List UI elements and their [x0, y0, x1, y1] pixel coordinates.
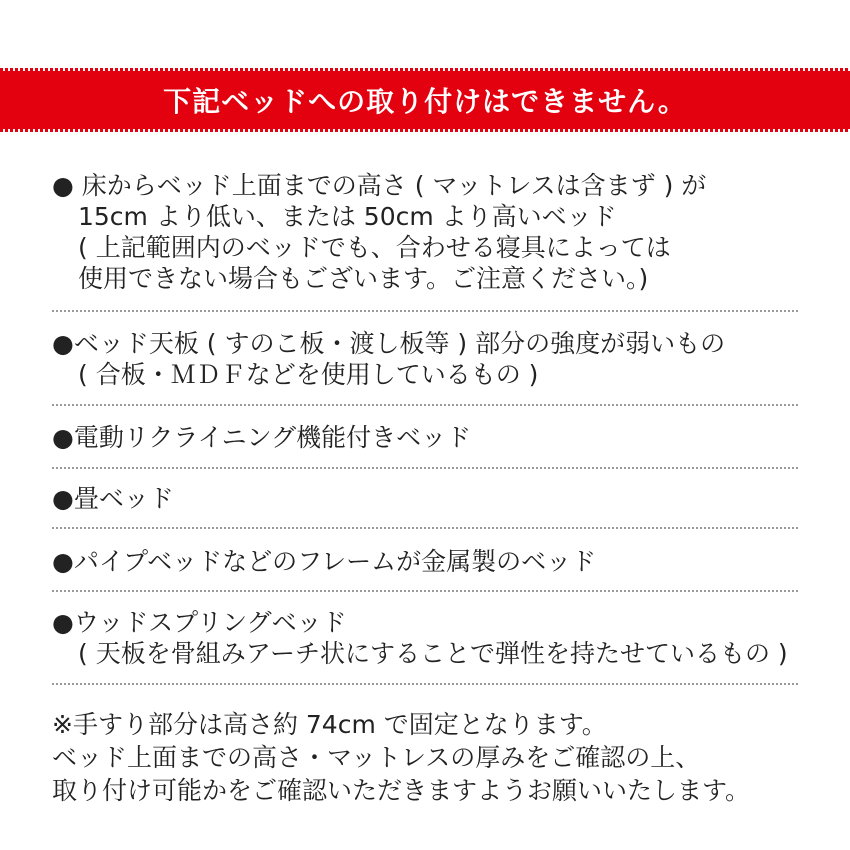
dotted-divider: [52, 683, 798, 685]
height-note: [52, 708, 750, 807]
list-item-metal-frame: [52, 529, 798, 590]
item-line: ●畳ベッド: [52, 484, 174, 513]
note-line: 取り付け可能かをご確認いただきますようお願いいたします。: [52, 776, 751, 805]
list-item-board-strength: [52, 312, 798, 404]
banner-title: 下記ベッドへの取り付けはできません。: [163, 85, 687, 118]
item-line: ●パイプベッドなどのフレームが金属製のベッド: [52, 547, 597, 576]
item-line: ( 合板・ＭＤＦなどを使用しているもの ): [78, 360, 539, 389]
item-line: ( 上記範囲内のベッドでも、合わせる寝具によっては: [78, 233, 671, 262]
list-item-tatami: [52, 469, 798, 527]
note-line: ベッド上面までの高さ・マットレスの厚みをご確認の上、: [52, 743, 701, 772]
item-line: ●電動リクライニング機能付きベッド: [52, 423, 472, 452]
list-item-wood-spring: [52, 592, 798, 683]
note-line: ※手すり部分は高さ約 74cm で固定となります。: [52, 710, 607, 739]
item-line: 使用できない場合もございます。ご注意ください。): [78, 264, 649, 293]
item-line: ●ウッドスプリングベッド: [52, 608, 347, 637]
item-line: 15cm より低い、または 50cm より高いベッド: [78, 202, 617, 231]
restriction-list: [52, 170, 798, 685]
item-line: ●ベッド天板 ( すのこ板・渡し板等 ) 部分の強度が弱いもの: [52, 329, 726, 358]
item-line: ● 床からベッド上面までの高さ ( マットレスは含まず ) が: [52, 171, 707, 200]
list-item-height: [52, 170, 798, 310]
header-banner: [0, 70, 850, 130]
list-item-electric-reclining: [52, 406, 798, 467]
item-line: ( 天板を骨組みアーチ状にすることで弾性を持たせているもの ): [78, 639, 788, 668]
